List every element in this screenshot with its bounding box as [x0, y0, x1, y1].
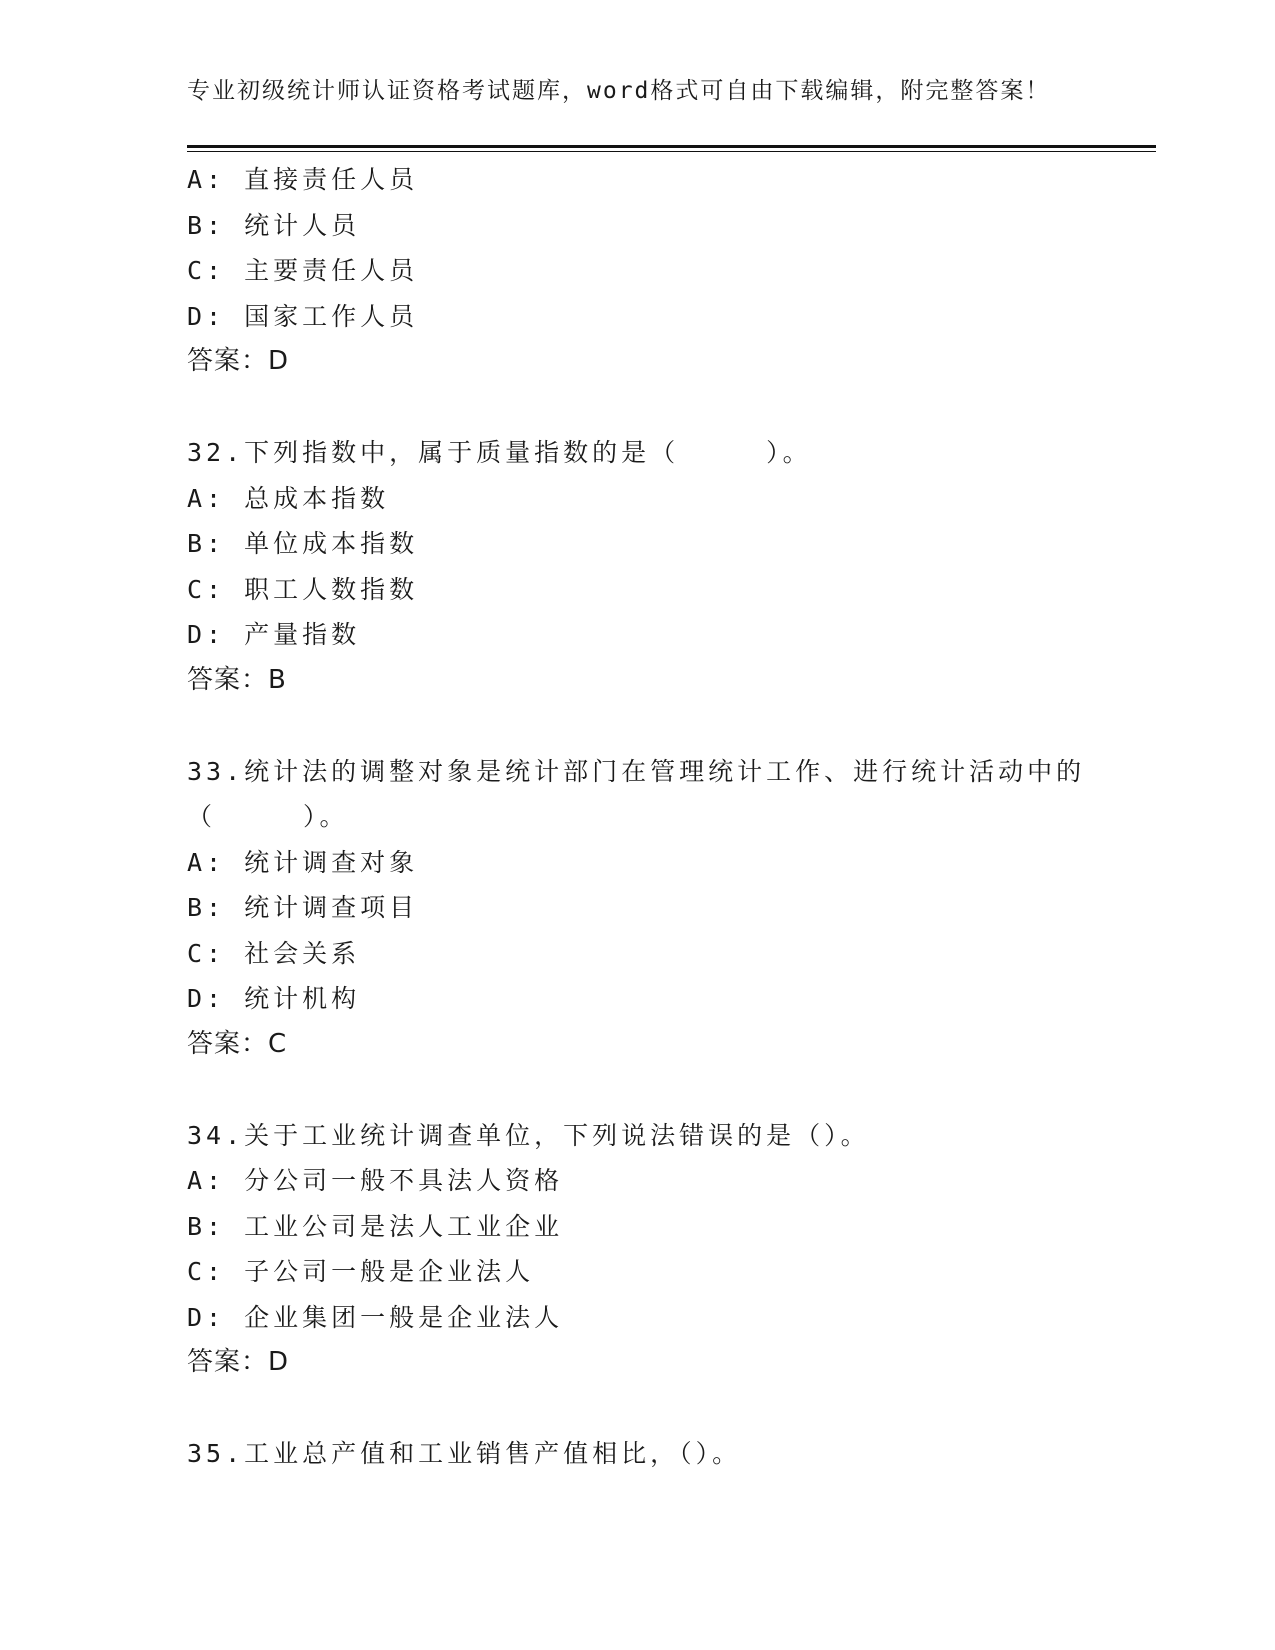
spacer: [187, 703, 1147, 749]
q33-option-d: D: 统计机构: [187, 984, 361, 1013]
q34-option-d: D: 企业集团一般是企业法人: [187, 1302, 564, 1332]
header-rule-thick: [187, 145, 1156, 148]
q31-option-d: D: 国家工作人员: [187, 301, 419, 331]
header-rule-thin: [187, 151, 1156, 152]
q32-answer: 答案：B: [187, 664, 287, 695]
q32-option-d: D: 产量指数: [187, 620, 361, 649]
spacer: [187, 1067, 1147, 1113]
q33-stem-line1: 33.统计法的调整对象是统计部门在管理统计工作、进行统计活动中的: [187, 756, 1086, 786]
q31-option-c: C: 主要责任人员: [187, 256, 419, 285]
q34-answer: 答案：D: [187, 1347, 290, 1377]
q34-stem: 34.关于工业统计调查单位，下列说法错误的是（）。: [187, 1120, 870, 1150]
q33-answer: 答案：C: [187, 1028, 288, 1059]
q31-option-a: A: 直接责任人员: [187, 165, 419, 194]
q33-option-b: B: 统计调查项目: [187, 893, 419, 922]
spacer: [187, 1386, 1147, 1432]
q32-stem: 32.下列指数中，属于质量指数的是（ ）。: [187, 438, 812, 467]
q31-answer: 答案：D: [187, 346, 290, 376]
question-content: [187, 157, 1147, 1477]
q34-option-c: C: 子公司一般是企业法人: [187, 1257, 535, 1286]
q32-option-b: B: 单位成本指数: [187, 529, 419, 558]
q32-option-a: A: 总成本指数: [187, 483, 390, 513]
q35-stem: 35.工业总产值和工业销售产值相比，（）。: [187, 1439, 742, 1468]
q31-option-b: B: 统计人员: [187, 210, 361, 240]
spacer: [187, 385, 1147, 431]
q33-stem-line2: （ ）。: [187, 802, 349, 831]
q34-option-a: A: 分公司一般不具法人资格: [187, 1166, 564, 1195]
q33-option-a: A: 统计调查对象: [187, 847, 419, 877]
q33-option-c: C: 社会关系: [187, 938, 361, 968]
q32-option-c: C: 职工人数指数: [187, 574, 419, 604]
q34-option-b: B: 工业公司是法人工业企业: [187, 1211, 564, 1241]
page-header: 专业初级统计师认证资格考试题库，word格式可自由下载编辑，附完整答案！: [187, 78, 1051, 104]
